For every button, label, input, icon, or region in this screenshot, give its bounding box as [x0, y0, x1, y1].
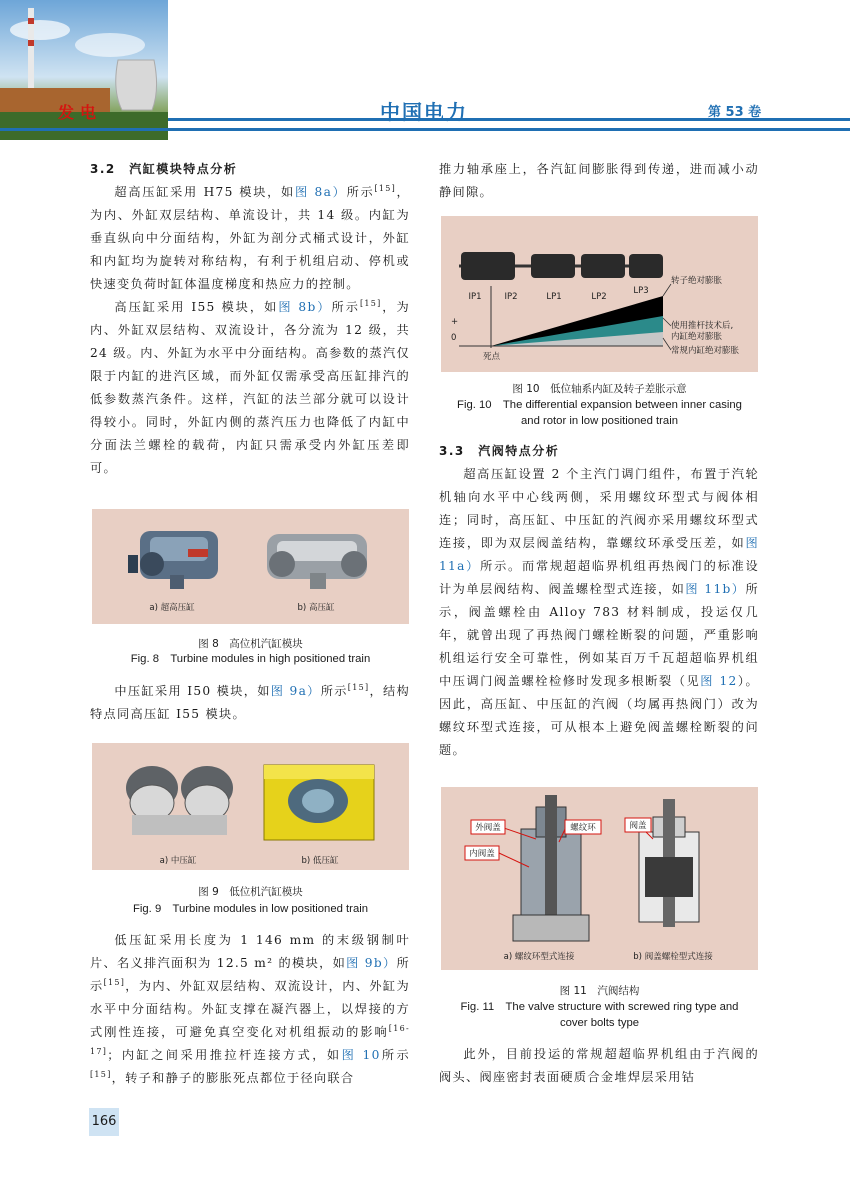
- figure-9: [92, 743, 409, 870]
- ref-fig9b[interactable]: 图 9b）: [346, 956, 397, 970]
- lp2-block: [581, 254, 625, 278]
- journal-title: 中国电力: [380, 100, 468, 124]
- figure-11: [441, 787, 758, 970]
- figure-8-image: [92, 509, 409, 624]
- paragraph-continued: 推力轴承座上，各汽缸间膨胀得到传递，进而减小动静间隙。: [439, 162, 759, 199]
- fig11-caption-cn: 图 11 汽阀结构: [559, 985, 640, 997]
- label-deadpoint: 死点: [483, 352, 501, 362]
- fig9-caption-en: Fig. 9 Turbine modules in low positioned train: [132, 903, 369, 915]
- left-column-bottom: [90, 929, 410, 1090]
- ref-fig8a[interactable]: 图 8a）: [295, 185, 347, 199]
- ref-fig12[interactable]: 图 12: [700, 674, 738, 688]
- header-rule-bottom: [0, 128, 850, 131]
- lp-module-render: [264, 765, 374, 840]
- label-screw-ring: 螺纹环: [570, 823, 596, 833]
- screwed-ring-valve: [499, 795, 589, 941]
- left-column-top: [90, 158, 410, 480]
- paragraph-i55: 高压缸采用 I55 模块，如图 8b）所示[15]，为内、外缸双层结构、双流设计，各分流为 12 级，共 24 级。内、外缸为水平中分面结构。高参数的蒸汽仅限于内缸的进汽区域，而外缸仅需承受高压缸排汽的低参数蒸汽条件。这样，汽缸的法兰部分就可以设计得较小。同时，外缸内侧的蒸汽压力也降低了内缸中分面法兰螺栓的载荷，内缸只需承受内外缸压差即可。: [90, 298, 411, 475]
- ref-fig11b[interactable]: 图 11b）: [685, 582, 746, 596]
- left-column-mid: [90, 680, 410, 726]
- section-3-3-heading: 3.3 汽阀特点分析: [439, 444, 560, 458]
- fig11-caption-en-1: Fig. 11 The valve structure with screwed ring type and: [460, 1001, 739, 1013]
- label-ip1: IP1: [468, 292, 482, 302]
- label-ip2: IP2: [504, 292, 518, 302]
- hp-module-render: [128, 531, 218, 589]
- page-number: 166: [89, 1108, 119, 1136]
- paragraph-h75: 超高压缸采用 H75 模块，如图 8a）所示[15]，为内、外缸双层结构、单流设计，共 14 级。内缸为垂直纵向中分面结构，外缸为剖分式桶式设计，外缸和内缸均为旋转对称结构，有利于机组启动、停机或快速变负荷时缸体温度梯度和热应力的控制。: [90, 183, 410, 291]
- section-tag: 发电: [58, 103, 103, 122]
- fig11-sub-b: b) 阀盖螺栓型式连接: [633, 952, 713, 962]
- paragraph-seal-surface: 此外，目前投运的常规超超临界机组由于汽阀的阀头、阀座密封表面硬质合金堆焊层采用钴: [439, 1047, 759, 1084]
- fig8-caption-en: Fig. 8 Turbine modules in high positioned train: [130, 653, 371, 665]
- vhp-module-render: [267, 534, 367, 589]
- figure-11-diagram: [441, 787, 758, 970]
- paragraph-lp: 低压缸采用长度为 1 146 mm 的末级钢制叶片、名义排汽面积为 12.5 m² 的模块，如图 9b）所示[15]，为内、外缸双层结构、双流设计，内、外缸为水平中分面结构。外缸支撑在凝汽器上，以焊接的方式刚性连接，可避免真空变化对机组振动的影响[16-17]；内缸之间采用推拉杆连接方式，如图 10所示[15]，转子和静子的膨胀死点都位于径向联合: [90, 933, 410, 1085]
- right-column-mid: [439, 440, 759, 762]
- label-lp1: LP1: [546, 292, 562, 302]
- fig11-sub-a: a) 螺纹环型式连接: [503, 952, 575, 962]
- figure-10: [441, 216, 758, 372]
- label-pushrod-2: 内缸绝对膨胀: [671, 332, 723, 342]
- label-cover: 阀盖: [629, 821, 647, 831]
- lp1-block: [531, 254, 575, 278]
- fig8-sub-a: a) 超高压缸: [149, 603, 195, 613]
- label-pushrod-1: 使用推杆技术后,: [671, 321, 734, 331]
- fig9-sub-a: a) 中压缸: [159, 856, 197, 866]
- label-lp2: LP2: [591, 292, 607, 302]
- label-inner-cover: 内阀盖: [469, 849, 495, 859]
- fig10-caption-en-2: and rotor in low positioned train: [521, 415, 678, 427]
- fig8-sub-b: b) 高压缸: [297, 603, 335, 613]
- figure-9-image: [92, 743, 409, 870]
- ref-fig9a[interactable]: 图 9a）: [270, 684, 321, 698]
- ip1-ip2-block: [461, 252, 515, 280]
- fig9-caption-cn: 图 9 低位机汽缸模块: [198, 886, 303, 898]
- ip-module-render: [126, 766, 233, 835]
- ref-fig10[interactable]: 图 10: [341, 1048, 381, 1062]
- fig10-caption-en-1: Fig. 10 The differential expansion between inner casing: [457, 399, 742, 411]
- fig9-sub-b: b) 低压缸: [301, 856, 339, 866]
- figure-8: [92, 509, 409, 624]
- ref-fig11a[interactable]: 图 11a）: [439, 536, 759, 573]
- fig10-caption-cn: 图 10 低位轴系内缸及转子差胀示意: [512, 383, 687, 395]
- label-zero: 0: [451, 333, 457, 343]
- lp3-block: [629, 254, 663, 278]
- label-lp3: LP3: [633, 286, 649, 296]
- label-outer-cover: 外阀盖: [475, 823, 501, 833]
- fig11-caption-en-2: cover bolts type: [559, 1017, 640, 1029]
- paragraph-valves: 超高压缸设置 2 个主汽门调门组件，布置于汽轮机轴向水平中心线两侧，采用螺纹环型式与阀体相连；同时，高压缸、中压缸的汽阀亦采用螺纹环型式连接，即为双层阀盖结构，靠螺纹环承受压差，如图 11a）所示。而常规超超临界机组再热阀门的标准设计为单层阀结构、阀盖螺栓型式连接，如图 11b）所示，阀盖螺栓由 Alloy 783 材料制成，投运仅几年，就曾出现了再热阀门螺栓断裂的问题，严重影响机组运行安全可靠性，例如某百万千瓦超超临界机组中压调门阀盖螺栓检修时发现多根断裂（见图 12）。因此，高压缸、中压缸的汽阀（均属再热阀门）改为螺纹环型式连接，可从根本上避免阀盖螺栓断裂的问题。: [439, 467, 760, 757]
- label-normal: 常规内缸绝对膨胀: [671, 346, 740, 356]
- fig8-caption-cn: 图 8 高位机汽缸模块: [198, 638, 303, 650]
- volume-label: 第 53 卷: [708, 105, 762, 120]
- label-rotor-abs: 转子绝对膨胀: [671, 276, 723, 286]
- label-plus: +: [451, 317, 459, 327]
- right-column-top: [439, 158, 759, 204]
- section-3-2-heading: 3.2 汽缸模块特点分析: [90, 162, 238, 176]
- figure-10-diagram: [441, 216, 758, 372]
- paragraph-i50: 中压缸采用 I50 模块，如图 9a）所示[15]，结构特点同高压缸 I55 模块。: [90, 682, 410, 721]
- right-column-bottom: [439, 1043, 759, 1089]
- ref-fig8b[interactable]: 图 8b）: [278, 300, 332, 314]
